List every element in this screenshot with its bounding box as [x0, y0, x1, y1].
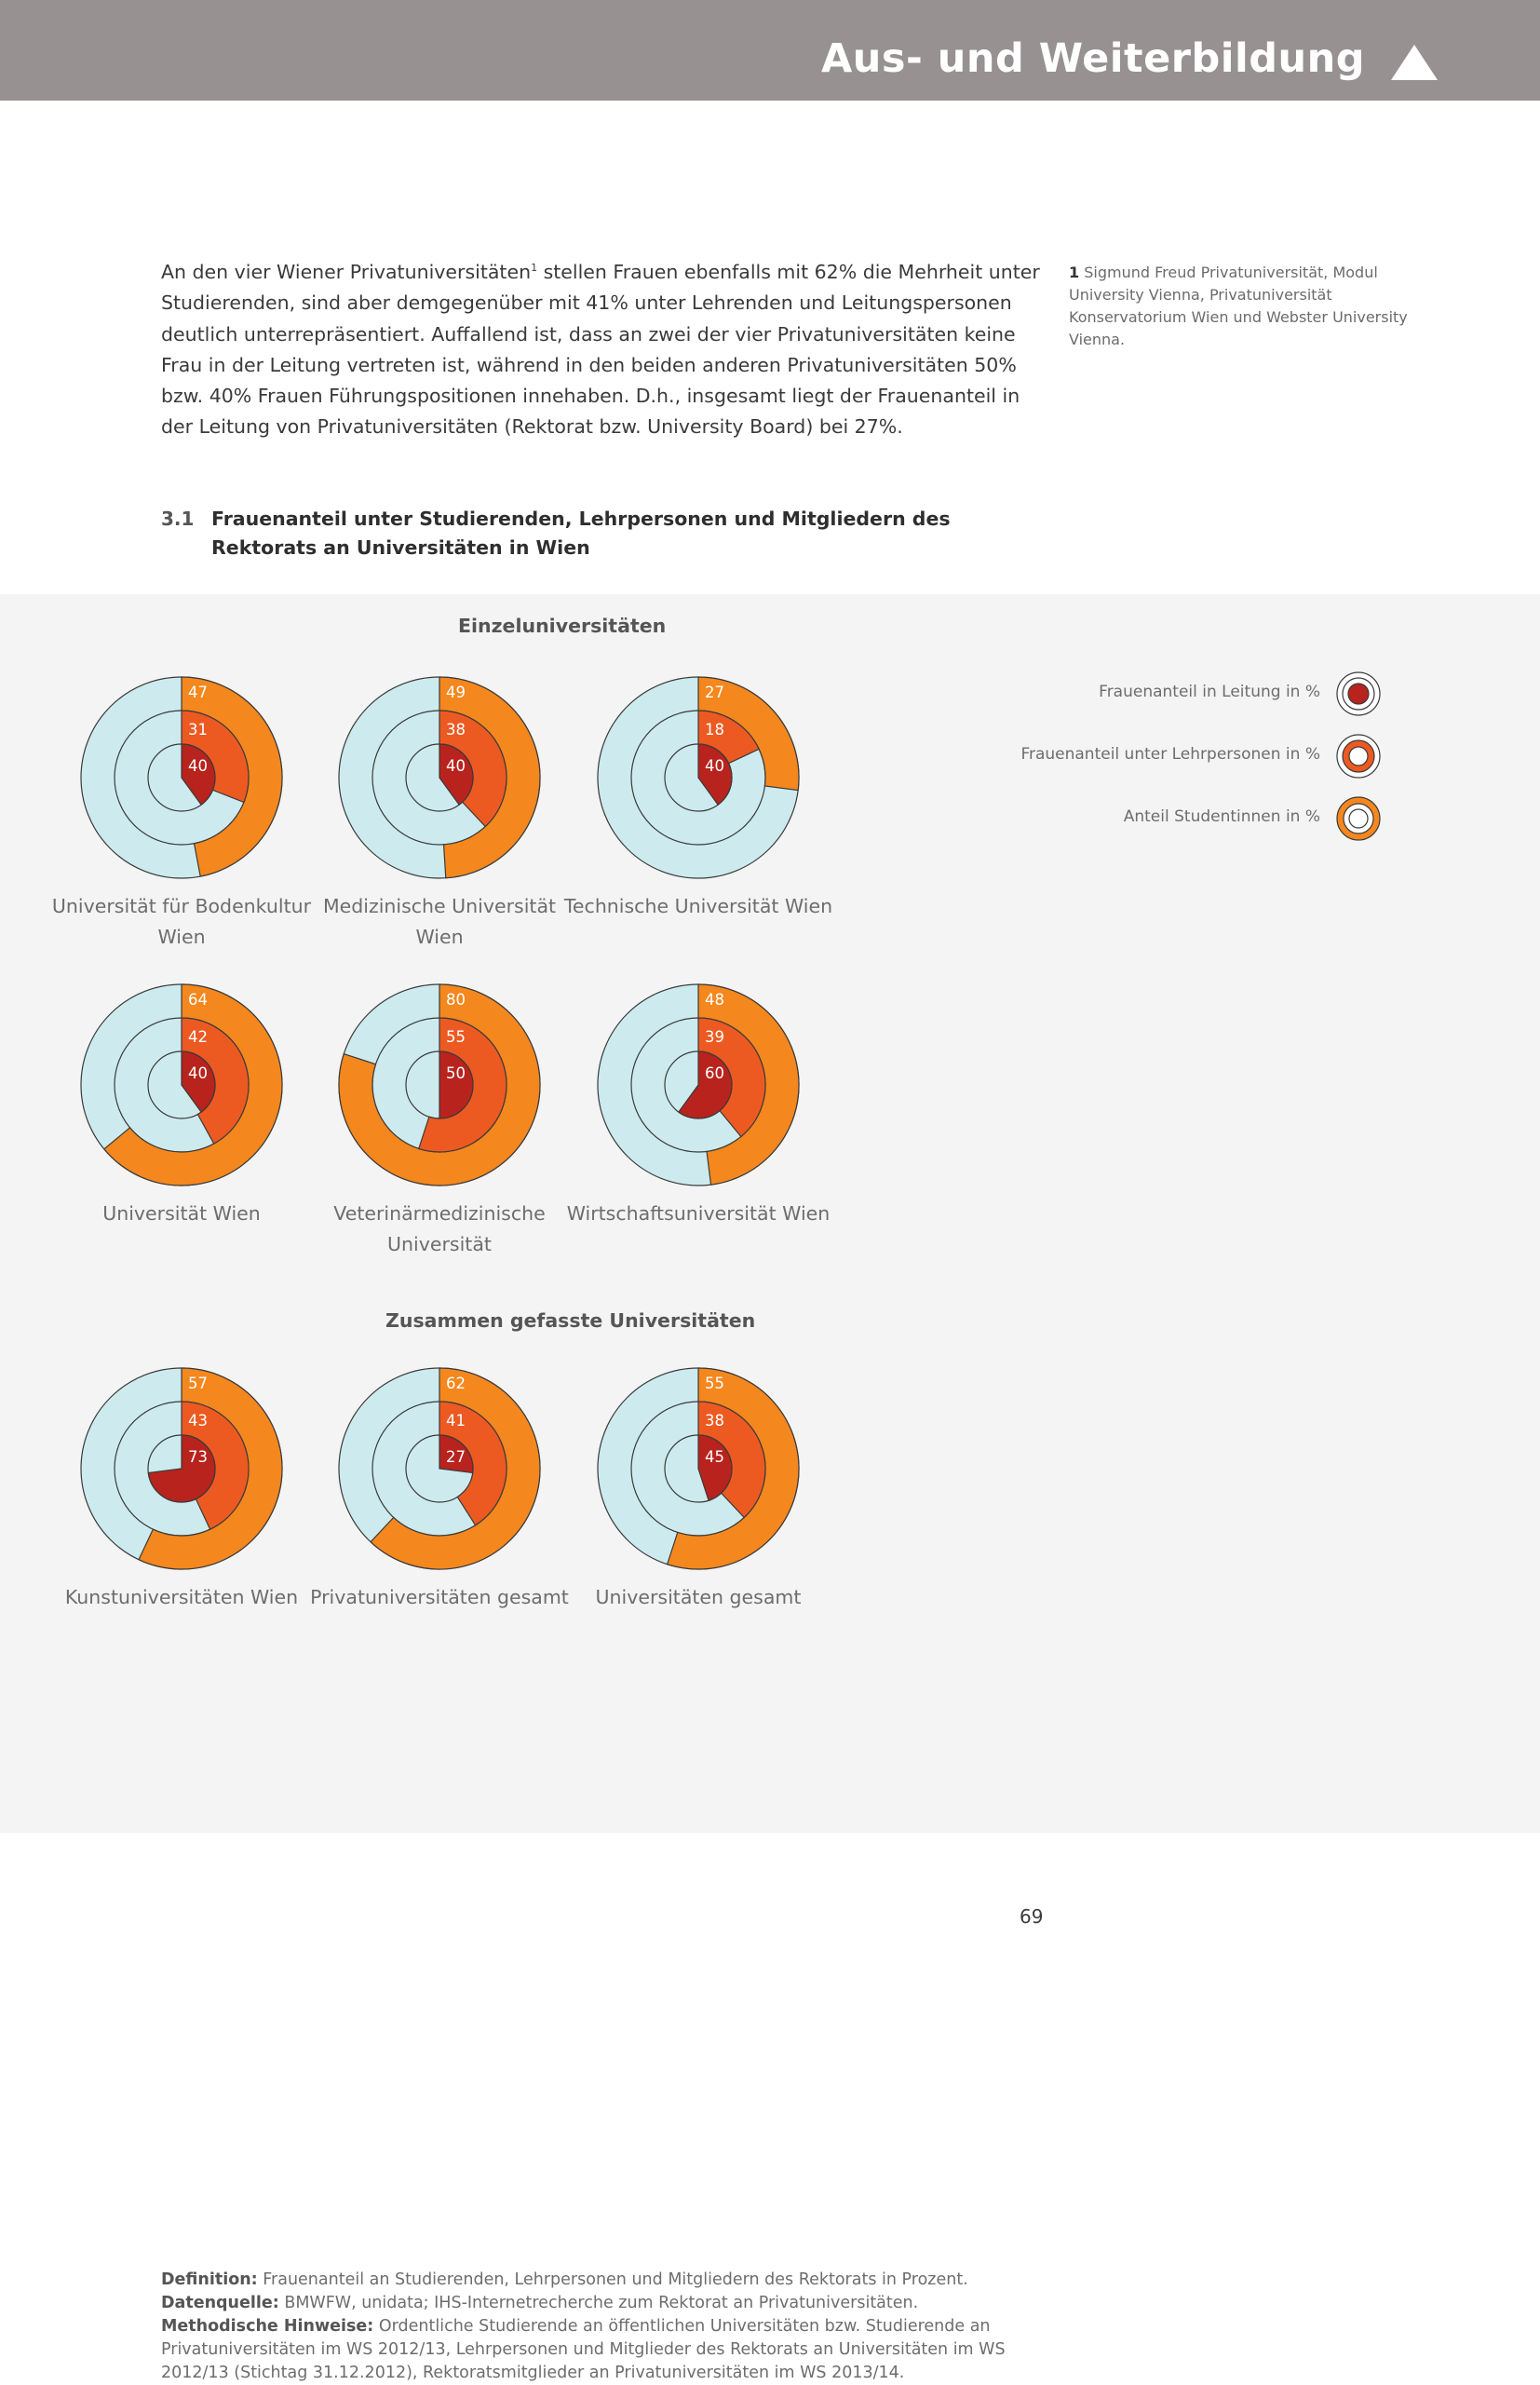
chart-label: Veterinärmedizinische Universität — [333, 1202, 546, 1255]
donut-chart — [594, 673, 803, 882]
triangle-icon — [1391, 45, 1438, 80]
donut-chart — [77, 981, 286, 1189]
chart-label: Medizinische Universität Wien — [322, 895, 557, 948]
source-text: BMWFW, unidata; IHS-Internetrecherche zum Rektorat an Privatuniversitäten. — [278, 2294, 919, 2312]
method-note — [161, 2315, 1036, 2385]
lehrpersonen-value-label: 39 — [705, 1028, 724, 1046]
chart-label: Privatuniversitäten gesamt — [310, 1586, 569, 1608]
lehrpersonen-value-label: 42 — [188, 1028, 208, 1046]
section-title: Aus- und Weiterbildung — [820, 35, 1365, 82]
leitung-value-label: 40 — [188, 757, 208, 775]
lehrpersonen-value-label: 38 — [705, 1412, 724, 1430]
chart-label: Technische Universität Wien — [563, 895, 833, 917]
chart-label: Universität Wien — [102, 1202, 261, 1225]
intro-paragraph — [161, 257, 1042, 443]
lehrpersonen-value-label: 55 — [446, 1028, 466, 1046]
leitung-value-label: 73 — [188, 1448, 208, 1466]
studentinnen-value-label: 57 — [188, 1375, 208, 1392]
chart-notes — [161, 2269, 1036, 2385]
donut-chart — [594, 1364, 803, 1573]
studentinnen-value-label: 48 — [705, 991, 724, 1009]
figure-number: 3.1 — [161, 508, 195, 530]
leitung-value-label: 40 — [188, 1064, 208, 1082]
group-heading: Zusammen gefasste Universitäten — [385, 1309, 756, 1332]
definition-note — [161, 2269, 1036, 2292]
leitung-value-label: 27 — [446, 1448, 466, 1466]
studentinnen-value-label: 62 — [446, 1375, 466, 1392]
leitung-value-label: 40 — [446, 757, 466, 775]
lehrpersonen-value-label: 41 — [446, 1412, 466, 1430]
studentinnen-value-label: 64 — [188, 991, 208, 1009]
lehrpersonen-value-label: 43 — [188, 1412, 208, 1430]
chart-label: Wirtschaftsuniversität Wien — [566, 1202, 831, 1225]
source-label: Datenquelle: — [161, 2294, 279, 2312]
source-note — [161, 2292, 1036, 2315]
intro-text-1: An den vier Wiener Privatuniversitäten — [161, 261, 532, 283]
footnote-number: 1 — [1069, 264, 1080, 281]
header-bar — [0, 0, 1540, 101]
leitung-value-label: 40 — [705, 757, 724, 775]
donut-chart — [335, 981, 544, 1189]
studentinnen-value-label: 27 — [705, 684, 724, 701]
figure-title: Frauenanteil unter Studierenden, Lehrpersonen und Mitgliedern des Rektorats an Universitäten in Wien — [211, 508, 951, 559]
studentinnen-value-label: 49 — [446, 684, 466, 701]
method-text: Ordentliche Studierende an öffentlichen Universitäten bzw. Studierende an Privatuniversitäten im WS 2012/13, Lehrpersonen und Mitglieder des Rektorats an Universitäten im WS 2012/13 (Stichtag 31.12.2012), Rektoratsmitglieder an Privatuniversitäten im WS 2013/14. — [161, 2317, 1006, 2382]
definition-text: Frauenanteil an Studierenden, Lehrpersonen und Mitgliedern des Rektorats in Prozent. — [257, 2270, 968, 2289]
chart-label: Universität für Bodenkultur Wien — [51, 895, 312, 948]
leitung-value-label: 60 — [705, 1064, 724, 1082]
inner-ring-icon — [1335, 671, 1382, 717]
group-heading: Einzeluniversitäten — [458, 615, 667, 637]
legend-label: Frauenanteil unter Lehrpersonen in % — [1020, 745, 1320, 764]
page-number: 69 — [1020, 1905, 1044, 1928]
footnote-ref: 1 — [531, 262, 538, 275]
legend-label: Anteil Studentinnen in % — [1123, 807, 1320, 826]
lehrpersonen-value-label: 31 — [188, 721, 208, 739]
lehrpersonen-value-label: 38 — [446, 721, 466, 739]
donut-chart — [77, 1364, 286, 1573]
definition-label: Definition: — [161, 2270, 258, 2289]
footnote-text: Sigmund Freud Privatuniversität, Modul University Vienna, Privatuniversität Konservatorium Wien und Webster University Vienna. — [1069, 264, 1408, 348]
donut-chart — [335, 673, 544, 882]
leitung-value-label: 50 — [446, 1064, 466, 1082]
donut-chart — [335, 1364, 544, 1573]
chart-label: Universitäten gesamt — [595, 1586, 802, 1608]
studentinnen-value-label: 55 — [705, 1375, 724, 1392]
outer-ring-icon — [1335, 795, 1382, 842]
studentinnen-value-label: 80 — [446, 991, 466, 1009]
legend-label: Frauenanteil in Leitung in % — [1099, 683, 1320, 701]
lehrpersonen-value-label: 18 — [705, 721, 724, 739]
donut-chart — [594, 981, 803, 1189]
intro-text-2: stellen Frauen ebenfalls mit 62% die Mehrheit unter Studierenden, sind aber demgegenüber mit 41% unter Lehrenden und Leitungspersonen deutlich unterrepräsentiert. Auffallend ist, dass an zwei der vier Privatuniversitäten keine Frau in der Leitung vertreten ist, während in den beiden anderen Privatuniversitäten 50% bzw. 40% Frauen Führungspositionen innehaben. D.h., insgesamt liegt der Frauenanteil in der Leitung von Privatuniversitäten (Rektorat bzw. University Board) bei 27%. — [161, 261, 1040, 439]
footnote — [1069, 262, 1432, 351]
studentinnen-value-label: 47 — [188, 684, 208, 701]
donut-chart — [77, 673, 286, 882]
middle-ring-icon — [1335, 733, 1382, 779]
chart-label: Kunstuniversitäten Wien — [64, 1586, 299, 1608]
method-label: Methodische Hinweise: — [161, 2317, 374, 2336]
leitung-value-label: 45 — [705, 1448, 724, 1466]
